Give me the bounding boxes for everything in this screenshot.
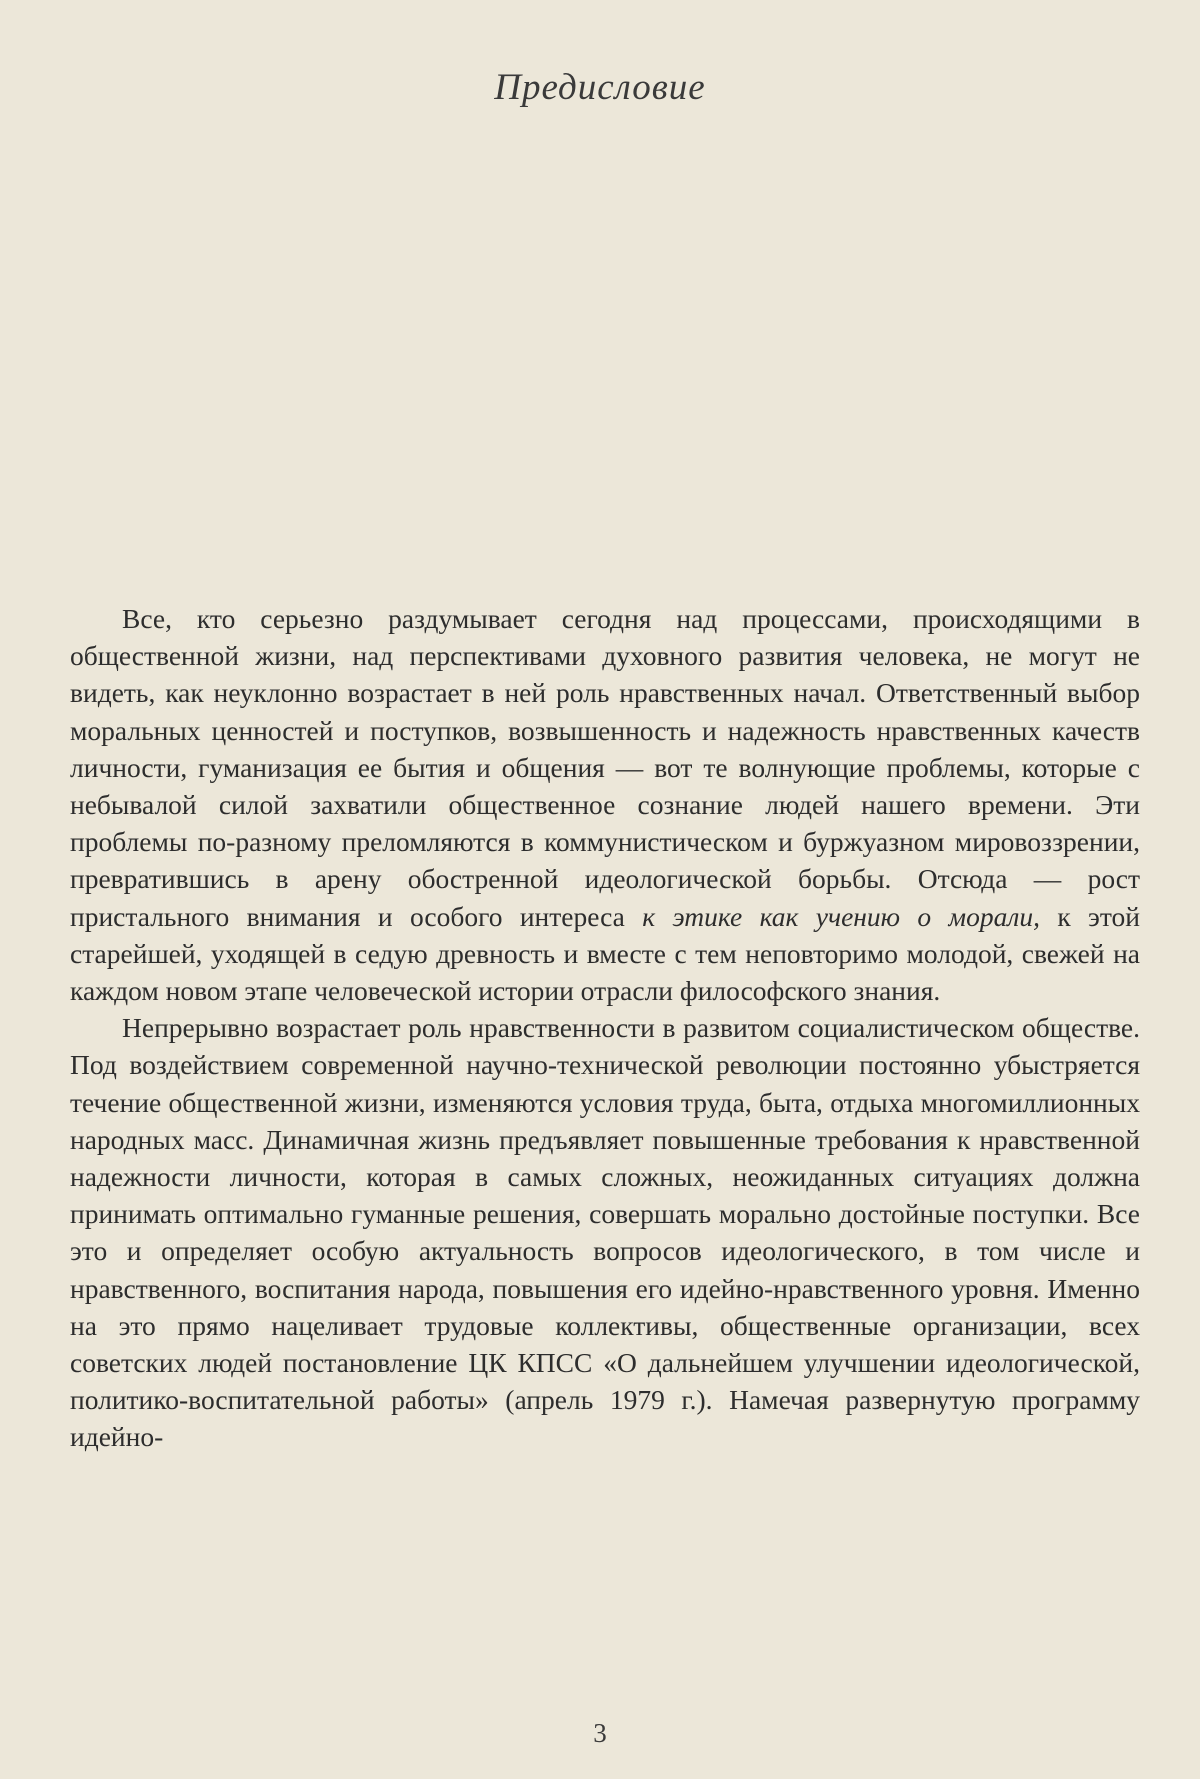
paragraph-2: Непрерывно возрастает роль нравственности в развитом социалистическом обществе. Под воздействием современной научно-технической революции постоянно убыстряется течение общественной жизни, изменяются условия труда, быта, отдыха многомиллионных народных масс. Динамичная жизнь предъявляет повышенные требования к нравственной надежности личности, которая в самых сложных, неожиданных ситуациях должна принимать оптимально гуманные решения, совершать морально достойные поступки. Все это и определяет особую актуальность вопросов идеологического, в том числе и нравственного, воспитания народа, повышения его идейно-нравственного уровня. Именно на это прямо нацеливает трудовые коллективы, общественные организации, всех советских людей постановление ЦК КПСС «О дальнейшем улучшении идеологической, политико-воспитательной работы» (апрель 1979 г.). Намечая развернутую программу идейно- (70, 1012, 1140, 1453)
body-text (70, 600, 1140, 1456)
paragraph-1-lead: Все, кто серьезно раздумывает сегодня над процессами, происходящими в общественной жизни, над перспективами духовного развития человека, не могут не видеть, как неуклонно возрастает в ней роль нравственных начал. Ответственный выбор моральных ценностей и поступков, возвышенность и надежность нравственных качеств личности, гуманизация ее бытия и общения — вот те волнующие проблемы, которые с небывалой силой захватили общественное сознание людей нашего времени. Эти проблемы по-разному преломляются в коммунистическом и буржуазном мировоззрении, превратившись в арену обостренной идеологической борьбы. Отсюда — рост пристального внимания и особого интереса (70, 603, 1140, 932)
paragraph-1 (70, 600, 1140, 1009)
page-number: 3 (593, 1718, 607, 1748)
paragraph-1-tail: к этой старейшей, уходящей в седую древность и вместе с тем неповторимо молодой, свежей на каждом новом этапе человеческой истории отрасли философского знания. (70, 900, 1140, 1007)
page-heading: Предисловие (494, 67, 706, 108)
paragraph-1-emphasis: к этике как учению о морали, (642, 900, 1040, 932)
